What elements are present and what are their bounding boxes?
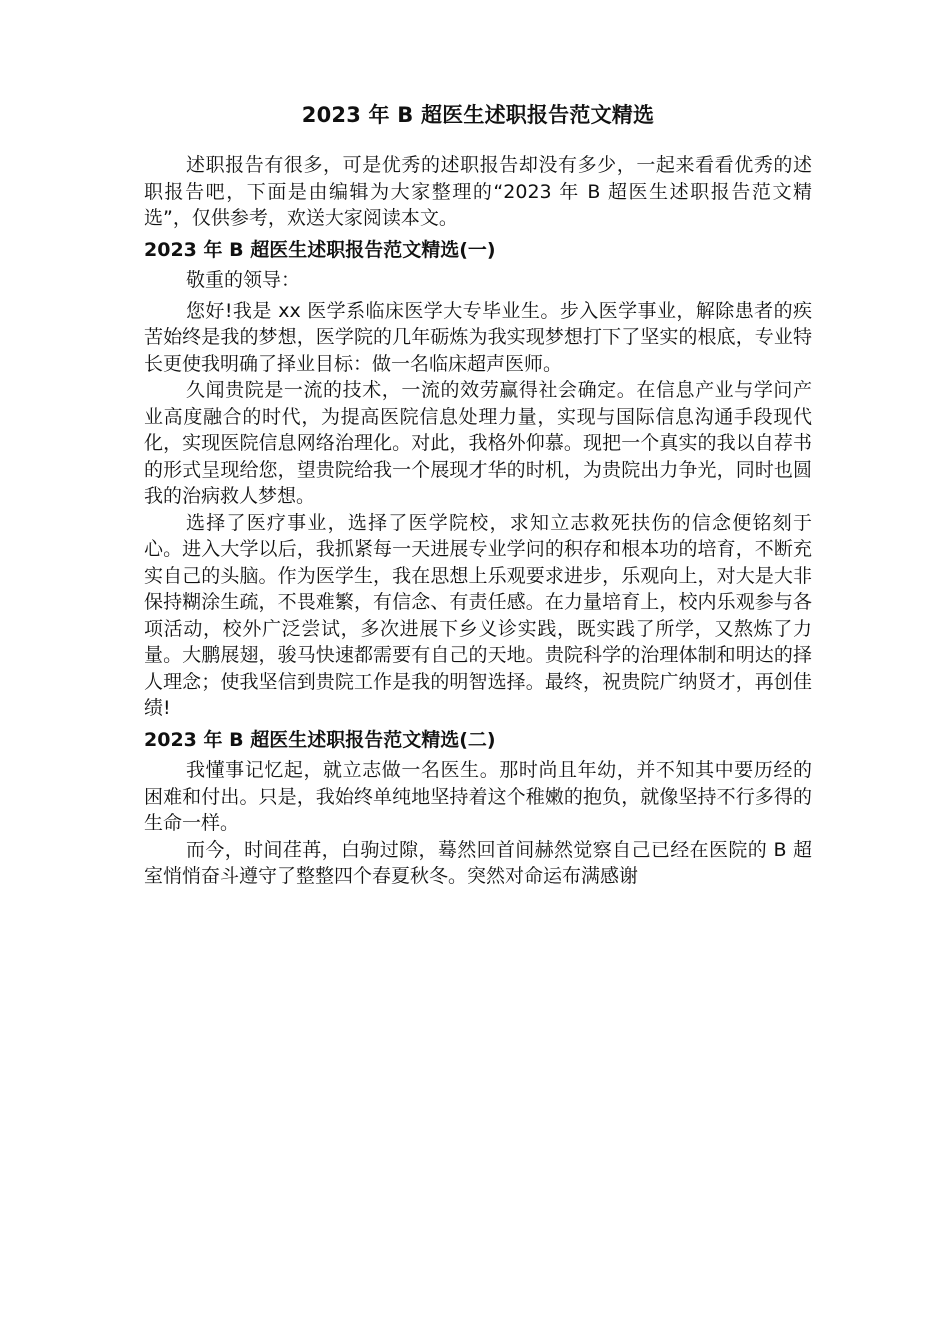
intro-paragraph: 述职报告有很多，可是优秀的述职报告却没有多少，一起来看看优秀的述职报告吧，下面是由编辑为大家整理的“2023 年 B 超医生述职报告范文精选”，仅供参考，欢送大家阅读本文。	[144, 154, 812, 229]
page-title: 2023 年 B 超医生述职报告范文精选	[301, 103, 655, 127]
section-1-paragraph-1: 您好!我是 xx 医学系临床医学大专毕业生。步入医学事业，解除患者的疾苦始终是我的梦想，医学院的几年砺炼为我实现梦想打下了坚实的根底，专业特长更使我明确了择业目标：做一名临床超声医师。	[144, 299, 812, 375]
section-2-paragraph-1: 我懂事记忆起，就立志做一名医生。那时尚且年幼，并不知其中要历经的困难和付出。只是，我始终单纯地坚持着这个稚嫩的抱负，就像坚持不行多得的生命一样。	[144, 759, 812, 834]
salutation: 敬重的领导：	[186, 269, 301, 291]
document-body	[144, 100, 812, 890]
section-heading-2: 2023 年 B 超医生述职报告范文精选(二)	[144, 728, 496, 751]
section-heading-1: 2023 年 B 超医生述职报告范文精选(一)	[144, 238, 496, 261]
section-1-paragraph-2: 久闻贵院是一流的技术，一流的效劳赢得社会确定。在信息产业与学问产业高度融合的时代，为提高医院信息处理力量，实现与国际信息沟通手段现代化，实现医院信息网络治理化。对此，我格外仰慕。现把一个真实的我以自荐书的形式呈现给您，望贵院给我一个展现才华的时机，为贵院出力争光，同时也圆我的治病救人梦想。	[144, 379, 812, 507]
section-1-paragraph-3: 选择了医疗事业，选择了医学院校，求知立志救死扶伤的信念便铭刻于心。进入大学以后，我抓紧每一天进展专业学问的积存和根本功的培育，不断充实自己的头脑。作为医学生，我在思想上乐观要求进步，乐观向上，对大是大非保持糊涂生疏，不畏难繁，有信念、有责任感。在力量培育上，校内乐观参与各项活动，校外广泛尝试，多次进展下乡义诊实践，既实践了所学，又熬炼了力量。大鹏展翅，骏马快速都需要有自己的天地。贵院科学的治理体制和明达的择人理念；使我坚信到贵院工作是我的明智选择。最终，祝贵院广纳贤才，再创佳绩!	[144, 511, 812, 719]
section-2-paragraph-2: 而今，时间荏苒，白驹过隙，蓦然回首间赫然觉察自己已经在医院的 B 超室悄悄奋斗遵守了整整四个春夏秋冬。突然对命运布满感谢	[144, 838, 812, 887]
